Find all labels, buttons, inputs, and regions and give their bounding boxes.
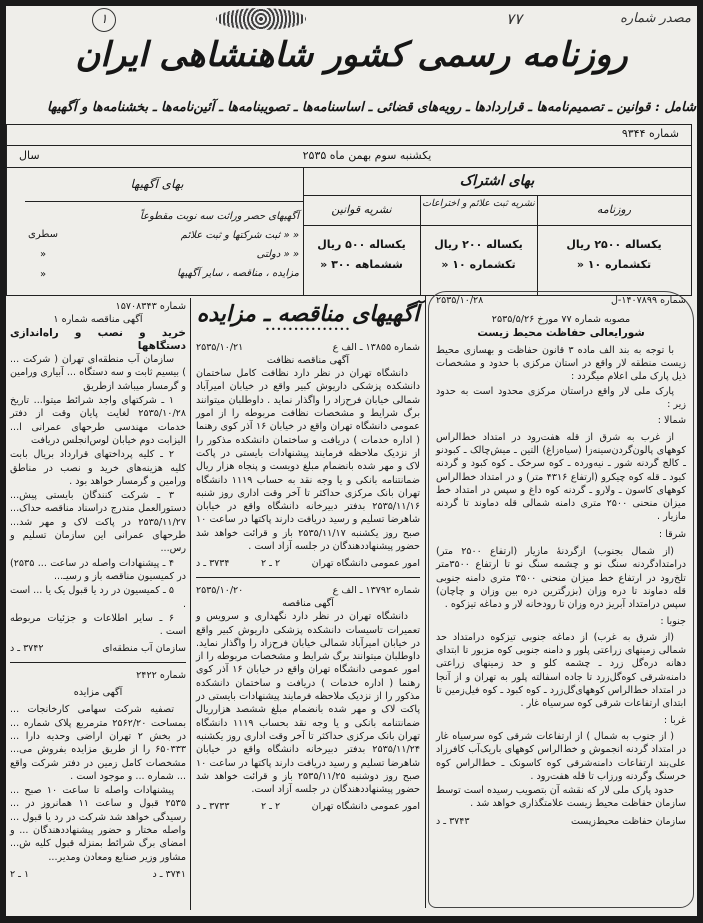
left-ad2-ref: شماره ۲۴۲۲ <box>136 669 186 681</box>
ad2-ref <box>196 584 420 597</box>
left-ad1-title: آگهی مناقصه شماره ۱ <box>53 314 143 326</box>
issue-date: یکشنبه سوم بهمن ماه ۲۵۳۵ <box>302 149 432 162</box>
subscription-col-trademarks: نشریه ثبت علائم و اختراعات <box>422 198 535 209</box>
ref-date: ۲۵۳۵/۱۰/۲۰ <box>196 584 244 596</box>
handwritten-source-note: مصدر شماره <box>620 11 691 26</box>
part: ۲ ـ ۲ <box>261 558 281 570</box>
north-text: از غرب به شرق از قله هفت‌رود در امتداد خط‌الراس کوههای پالون‌گردن‌سینه‌زا (سیاه‌زاغ) التین ـ میش‌چالک ـ کبودنو ـ کالج گردنه شور ـ نیه‌ورده ـ کوه سرخک ـ کوه کبود و گردنه کبود ـ قله کوه چیکرو (ارتفاع ۴۳۱۶ متر) و در امتداد خط‌الراس کوههای کاسون ـ ولارو ـ گردنه کوه داغ و سپس در امتداد خط میزان منحنی ۲۵۰۰ متری دامنه شمالی قله دماوند تا گردنه مازیار . <box>436 431 686 523</box>
info-box <box>6 124 692 296</box>
left-ad1-subject: خرید و نصب و راه‌اندازی دستگاهها <box>10 326 186 352</box>
left-ad1-item: ۳ ـ شرکت کنندگان بایستی پیش... دستورالعمل مندرج دراسناد مناقصه حداک... ۲۵۳۵/۱۱/۲۷ در پاکت لاک و مهر شد... طرحهای عمرانی این سازمان تسلیم و رس... <box>10 490 186 555</box>
right-column-decree <box>436 294 686 909</box>
ditto-mark: « <box>39 269 47 280</box>
signature: امور عمومی دانشگاه تهران <box>311 801 420 813</box>
left-ad1-ref: شماره ۱۵۷۰۸۳۴۳ <box>115 301 186 312</box>
council-name: شورایعالی حفاظت محیط زیست <box>477 326 645 339</box>
scribbled-out-word <box>216 8 306 30</box>
north-label: شمالا : <box>657 415 686 427</box>
subscription-trademarks-prices <box>420 235 537 275</box>
tenders-heading: آگهیهای مناقصه ـ مزایده <box>196 301 420 327</box>
subscription-col-laws: نشریه قوانین <box>331 203 392 216</box>
decree-ref <box>436 294 686 307</box>
handwritten-circle-number: ۱ <box>92 8 116 32</box>
masthead-subtitle: شامل : قوانین ـ تصمیم‌نامه‌ها ـ قراردادها ـ رویه‌های قضائی ـ اساسنامه‌ها ـ تصویبنامه‌ها ـ آئین‌نامه‌ها ـ بخشنامه‌ها و آگهیها <box>46 100 696 115</box>
south-text: (از شرق به غرب) از دماغه جنوبی تیزکوه درامتداد حد شمالی زمینهای زراعتی پلور و دامنه جنوبی کوه مزبور تا ابتدای دهانه دره‌گل زرد ـ چشمه کلو و حد زمینهای زراعتی دامنه‌شرقی کوه‌گل‌زرد تا جاده اسفالته پلور به تهران و از آنجا در امتداد خط‌الراس کوههای‌گل‌زرد ـ کوه کبود ـ کوه فیل‌زمین تا ابتدای ارتفاعات شرقی کوه سرسیاه غار . <box>436 631 686 710</box>
ad-rates-list <box>87 207 299 283</box>
middle-column-tenders <box>196 298 420 910</box>
issue-number: شماره ۹۳۴۴ <box>621 127 679 140</box>
price-row: یکساله ۲۰۰ ریال <box>434 238 523 251</box>
masthead-title: روزنامه رسمی کشور شاهنشاهی ایران <box>75 35 628 75</box>
ad-rate-row: « « دولتی <box>256 249 299 260</box>
subscription-newspaper-prices <box>537 235 691 275</box>
decree-boundaries-intro: پارک ملی لار واقع دراستان مرکزی محدود است به حدود زیر : <box>436 385 686 411</box>
ad-rate-row: آگهیهای حصر وراثت سه نوبت مقطوعاً <box>139 211 299 222</box>
left-ad1-item: ۲ ـ کلیه پرداختهای قرارداد بریال بابت کلیه هزینه‌های خرید و نصب در مناطق ورامین و گرمسار خواهد بود . <box>10 449 186 487</box>
price-row: یکساله ۲۵۰۰ ریال <box>566 238 662 251</box>
signature: سازمان حفاظت محیط‌زیست <box>570 815 686 827</box>
part: ۱ ـ ۲ <box>10 868 30 880</box>
ad-code: ۳۷۴۲ ـ د <box>10 643 44 655</box>
subscription-laws-prices <box>303 235 420 275</box>
ref-number: شماره ۱۴۰۷۸۹۹-ل <box>611 295 686 306</box>
ditto-mark: « <box>39 249 47 260</box>
ad-rate-unit: سطری <box>28 229 58 240</box>
left-ad1-item: ۱ ـ شرکتهای واجد شرائط میتوا... تاریخ ۲۵۳۵/۱۰/۲۸ لغایت پایان وقت از دفتر خدمات مهندسی طرحهای عمرانی ا... الیزابت دوم خیابان لوس‌انجلس دریافت <box>10 395 186 446</box>
west-text: ( از جنوب به شمال ) از ارتفاعات شرقی کوه سرسیاه غار در امتداد گردنه انجموش و خط‌الراس کوههای باریک‌آب کافرزاد علی‌بند ارتفاعات دامنه‌شرقی کوه کاسونک ـ خط‌الراس کوه خرسنگ وگردنه ورزاب تا قله هفت‌رود . <box>436 730 686 782</box>
price-row: تکشماره ۱۰ « <box>441 258 516 271</box>
left-ad1-item: ۴ ـ پیشنهادات واصله در ساعت ... ۲۵۳۵) در کمیسیون مناقصه باز و رسیـ... <box>10 557 186 582</box>
signature: امور عمومی دانشگاه تهران <box>311 558 420 570</box>
ref-date: ۲۵۳۵/۱۰/۲۸ <box>436 295 484 306</box>
subscription-col-newspaper: روزنامه <box>596 203 632 216</box>
ad1-footer <box>196 557 420 570</box>
left-column-ads <box>10 300 186 910</box>
price-row: ششماهه ۳۰۰ « <box>320 258 403 271</box>
left-ad2-body1: تصفیه شرکت سهامی کارخانجات ... بمساحت ۲۵۶۲/۲۰ مترمربع پلاک شماره ... در بخش ۲ تهران اراضی وحدیه دارا ... ۶۵۰۳۳۳ را از طریق مزایده بفروش می... مشخصات کامل زمین در دفتر شرکت واقع ... شماره ... و موجود است . <box>10 704 187 782</box>
ad-rate-row: مزایده ، مناقصه ، سایر آگهیها <box>176 268 299 279</box>
left-ad1-intro: سازمان آب منطقه‌ای تهران ( شرکت ... ) بیسیم ثابت و سه دستگاه ... آبیاری ورامین و گرمسار میباشد ازطریق <box>10 354 186 392</box>
left-ad1-item: ۵ ـ کمیسیون در رد یا قبول یک یا ... است . <box>10 585 186 610</box>
west-label: غربا : <box>663 714 686 726</box>
ad1-body: دانشگاه تهران در نظر دارد نظافت کامل ساختمان دانشکده پزشکی داریوش کبیر واقع در خیابان امیرآباد شمالی خیابان فرح‌زاد را واگذار نماید . داوطلبان میتوانند برگ شرایط و مشخصات نظافت مربوطه را از امور عمومی دانشگاه تهران واقع در خیابان ۱۶ آذر کوی رهنما ( اداره خدمات ) دریافت و ساختمان دانشکده مذکور را از نزدیک ملاحظه فرمایند پیشنهادات بایستی در پاکت لاک و مهر شده بانضمام مبلغ دویست و پنجاه هزار ریال ضمانتنامه بانکی و یا وجه نقد به حساب ۱۱۱۹ دانشگاه تهران بانک مرکزی حداکثر تا آخر وقت اداری روز شنبه ۲۵۳۵/۱۱/۱۶ بدفتر دبیرخانه دانشگاه واقع در خیابان شاهرضا تسلیم و رسید دریافت دارند پاکتها در ساعت ۱۰ صبح روز یکشنبه ۲۵۳۵/۱۱/۱۷ باز و قرائت خواهد شد حضور پیشنهاددهندگان در جلسه آزاد است . <box>196 368 420 553</box>
east-label: شرقا : <box>658 528 686 540</box>
ad2-footer <box>196 800 420 813</box>
decree-number: مصوبه شماره ۷۷ مورخ ۲۵۳۵/۵/۲۶ <box>491 314 631 326</box>
year-label: سال <box>19 149 40 162</box>
signature: سازمان آب منطقه‌ای <box>102 643 186 655</box>
ad-rate-row: « « ثبت شرکتها و ثبت علائم <box>180 230 299 241</box>
ref-number: شماره ۱۳۷۹۲ ـ الف ع <box>332 584 420 596</box>
ad-rates-header: بهای آگهیها <box>130 177 184 191</box>
heading-ornament: ••••••••••••••• <box>265 325 351 335</box>
ad1-title: آگهی مناقصه نظافت <box>266 354 350 366</box>
handwritten-issue-note: ۷۷ <box>506 10 523 28</box>
left-ad2-body2: پیشنهادات واصله تا ساعت ۱۰ صبح ... ۲۵۳۵ قبول و ساعت ۱۱ همانروز در ... رسیدگی خواهد شد شرکت در رد یا قبول ... واصله مختار و حضور پیشنهاددهندگان ... و امضای برگ شرائط بمنزله قبول کلیه ش... مشاور وزیر صنایع ومعادن ومدیر... <box>10 785 186 863</box>
price-row: یکساله ۵۰۰ ریال <box>317 238 406 251</box>
left-ad2-title: آگهی مزایده <box>73 687 123 699</box>
part: ۲ ـ ۲ <box>261 801 281 813</box>
ref-date: ۲۵۳۵/۱۰/۲۱ <box>196 341 244 353</box>
decree-intro: با توجه به بند الف ماده ۳ قانون حفاظت و بهسازی محیط زیست منطقه لار واقع در استان مرکزی با حدود و مشخصات ذیل پارک ملی اعلام میگردد : <box>436 344 686 383</box>
ad2-body: دانشگاه تهران در نظر دارد نگهداری و سرویس و تعمیرات تاسیسات دانشکده پزشکی داریوش کبیر واقع در خیابان امیرآباد شمالی خیابان فرح‌زاد را واگذار نماید. داوطلبان میتوانند برگ شرایط و مشخصات مربوطه را از امور عمومی دانشگاه تهران واقع در خیابان ۱۶ آذر کوی رهنما ( اداره خدمات ) دریافت و ساختمان دانشکده مذکور را از نزدیک ملاحظه فرمایند پیشنهادات بایستی در پاکت لاک و مهر شده بانضمام مبلغ ششصد هزارریال ضمانتنامه بانکی و یا وجه نقد بحساب ۱۱۱۹ دانشگاه تهران بانک مرکزی حداکثر تا آخر وقت اداری روز یکشنبه ۲۵۳۵/۱۱/۲۴ بدفتر دبیرخانه دانشگاه واقع در خیابان شاهرضا تسلیم و رسید دریافت دارند پاکتها در ساعت ۱۰ صبح روز دوشنبه ۲۵۳۵/۱۱/۲۵ باز و قرائت خواهد شد حضور پیشنهاددهندگان در جلسه آزاد است. <box>196 611 420 796</box>
price-row: تکشماره ۱۰ « <box>576 258 652 271</box>
ad1-ref <box>196 341 420 354</box>
east-text: (از شمال بجنوب) ازگردنهٔ مازیار (ارتفاع ۲۵۰۰ متر) درامتدادگردنه سنگ نو و چشمه سنگ نو تا ارتفاع ۳۵۰۰متر تلخ‌رود در ارتفاع خط میزان منحنی ۳۵۰۰ متری دامنه جنوبی قله دماوند تا دره وزان (بزرگترین دره بین وزان و چاچان) سپس درامتداد آبریز دره وزان تا رودخانه لار و دماغه تیزکوه . <box>436 546 686 611</box>
ref-number: شماره ۱۳۸۵۵ ـ الف ع <box>332 341 420 353</box>
ad2-title: آگهی مناقصه <box>282 597 334 609</box>
left-ad1-item: ۶ ـ سایر اطلاعات و جزئیات مربوطه است . <box>10 612 186 638</box>
ad-rates-unit <box>23 225 63 285</box>
ad-code: ۳۷۴۳ ـ د <box>436 815 470 827</box>
subscription-header: بهای اشتراک <box>459 173 535 189</box>
left-ad2-footer <box>10 868 186 881</box>
gazette-page <box>6 6 697 916</box>
ad-code: ۳۷۳۳ ـ د <box>196 801 230 813</box>
south-label: جنوبا : <box>660 615 686 627</box>
decree-final: حدود پارک ملی لار که نقشه آن بتصویب رسیده است توسط سازمان حفاظت محیط زیست علامتگذاری خواهد شد . <box>436 785 686 810</box>
ad-code: ۳۷۴۱ ـ د <box>152 868 186 880</box>
left-ad1-footer <box>10 642 186 655</box>
ad-code: ۳۷۳۴ ـ د <box>196 558 230 570</box>
decree-footer <box>436 815 686 828</box>
